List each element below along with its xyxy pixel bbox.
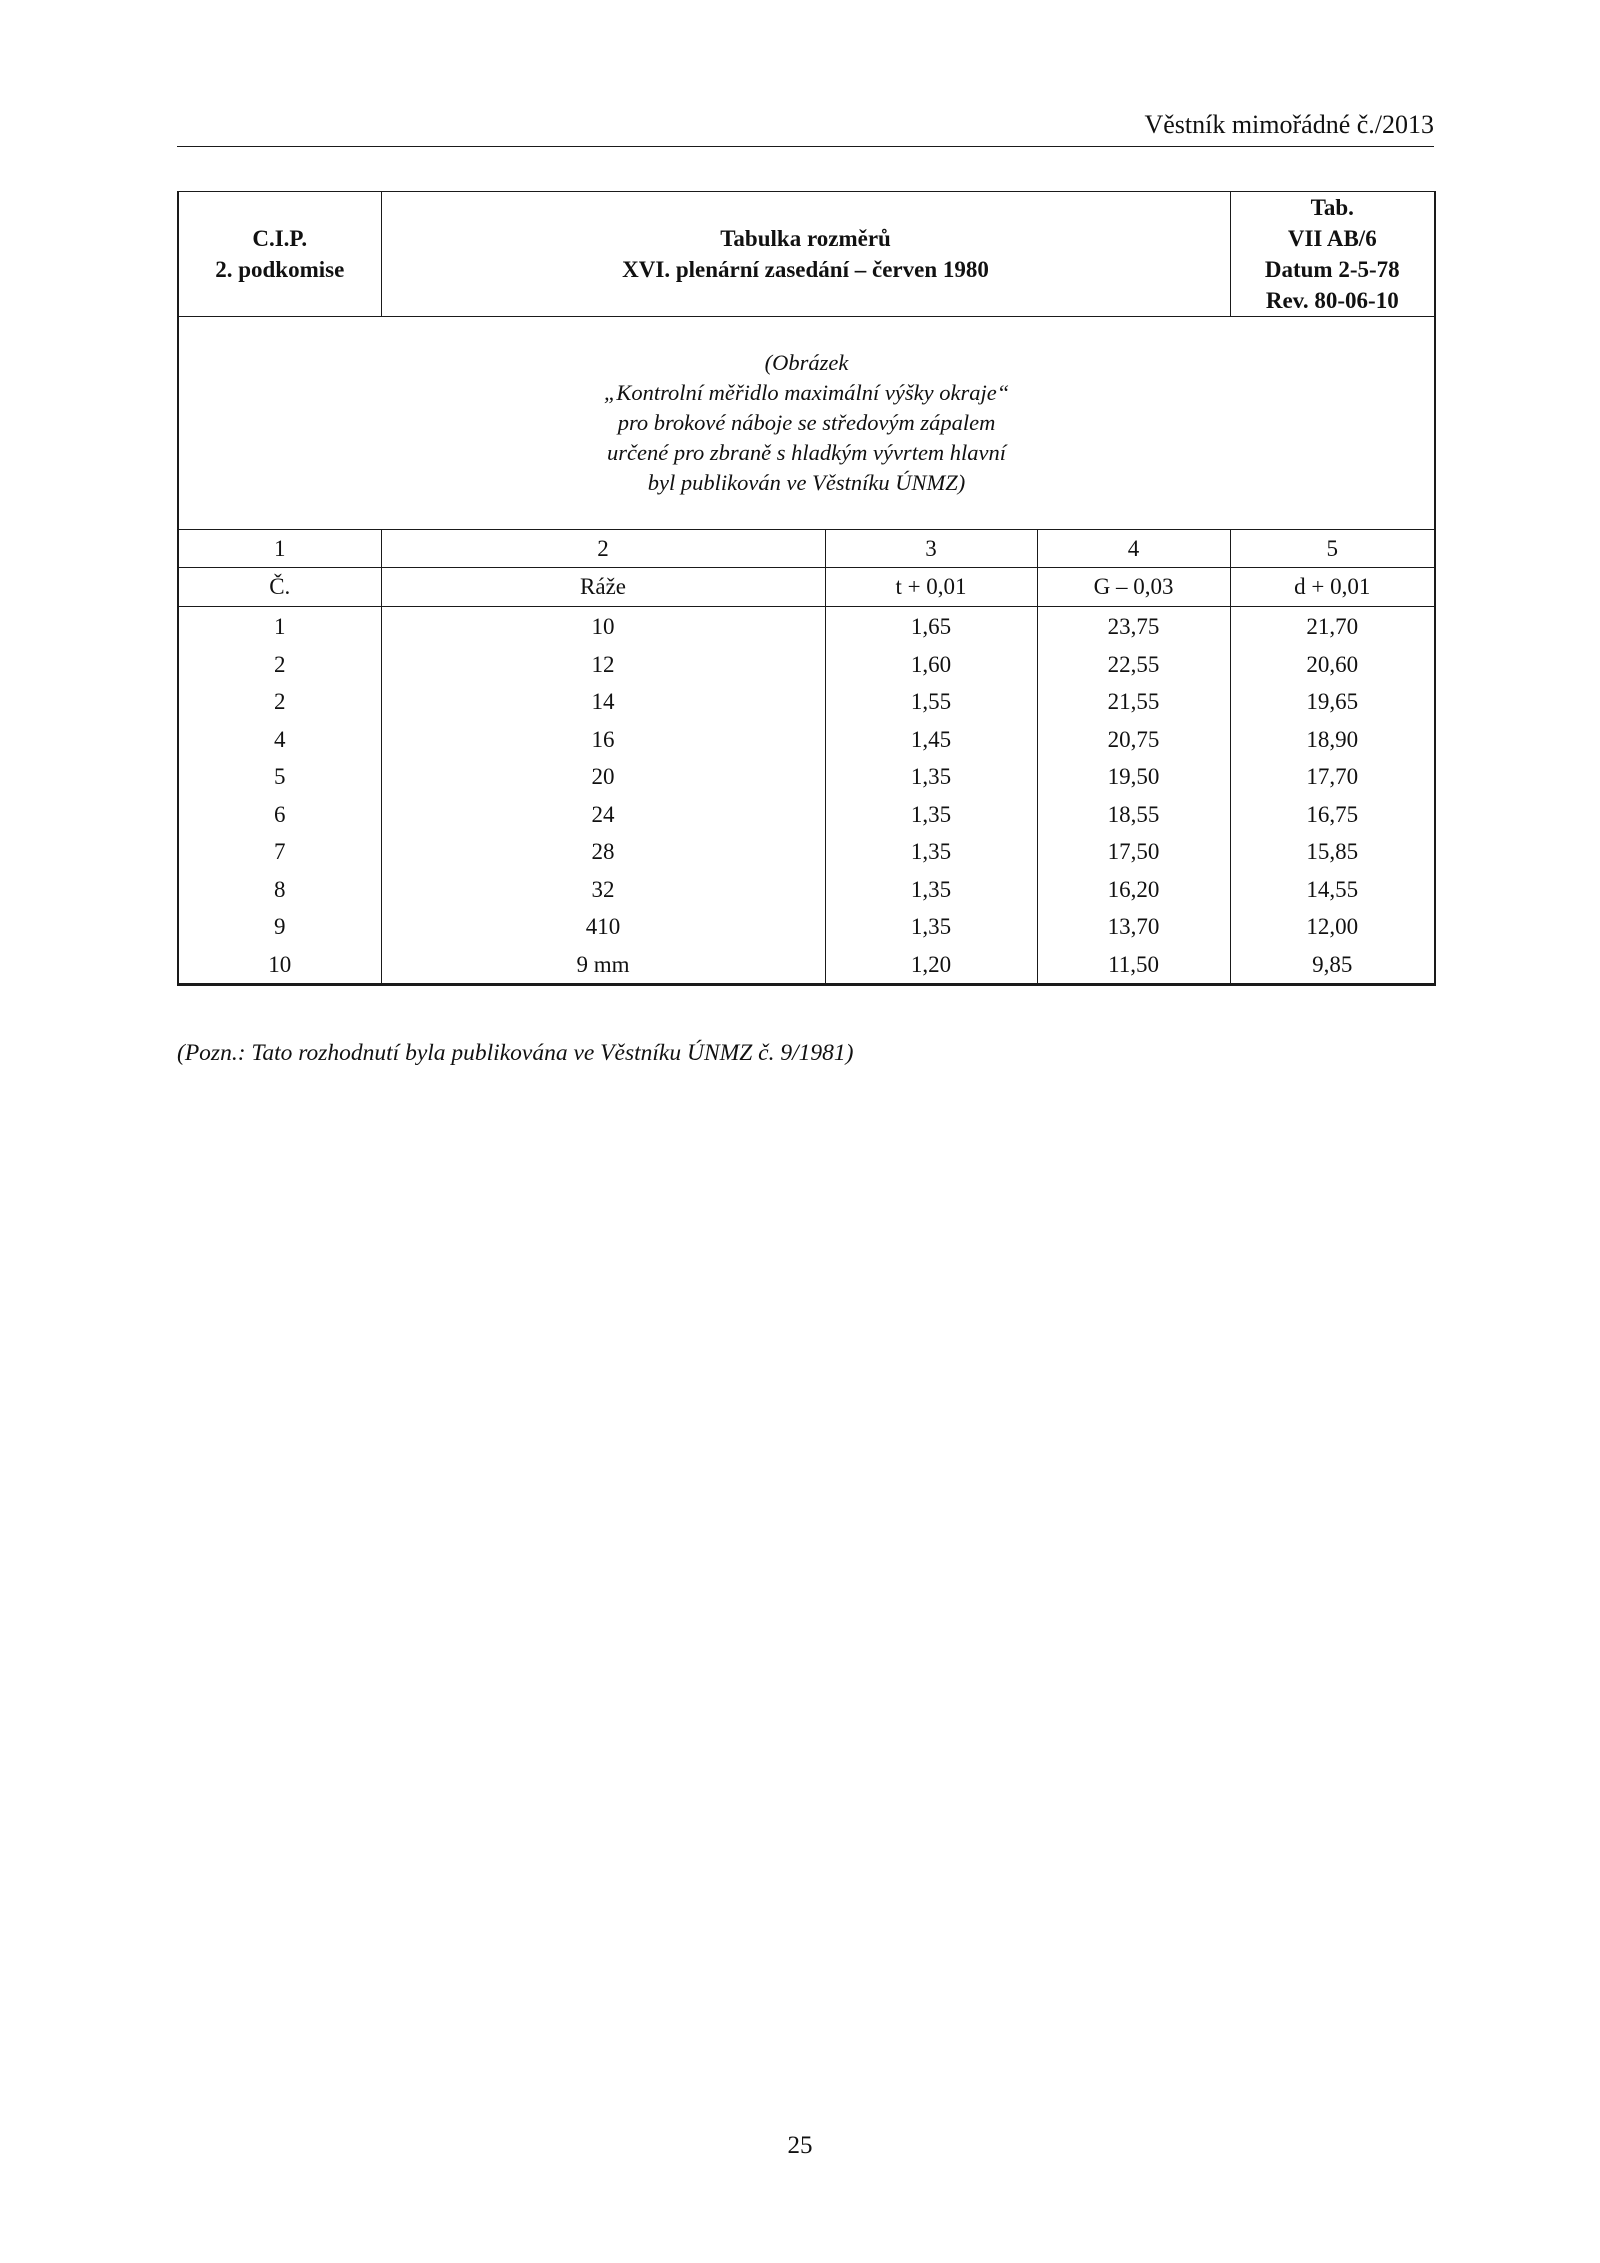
table-cell: 14,55: [1230, 871, 1435, 909]
table-row: [178, 946, 1435, 985]
table-cell: 17,70: [1230, 758, 1435, 796]
header-title-line: Tabulka rozměrů: [720, 226, 891, 251]
table-cell: 1,45: [825, 721, 1037, 759]
table-cell: 13,70: [1037, 908, 1230, 946]
table-cell: 2: [178, 683, 381, 721]
table-row: [178, 646, 1435, 684]
table-cell: 28: [381, 833, 825, 871]
table-row: [178, 758, 1435, 796]
table-cell: 7: [178, 833, 381, 871]
table-row: [178, 721, 1435, 759]
table-cell: 20: [381, 758, 825, 796]
table-cell: 16,20: [1037, 871, 1230, 909]
table-cell: 20,75: [1037, 721, 1230, 759]
table-cell: 21,55: [1037, 683, 1230, 721]
table-cell: 1,35: [825, 758, 1037, 796]
table-row: [178, 607, 1435, 646]
table-cell: 19,50: [1037, 758, 1230, 796]
table-cell: 1,35: [825, 871, 1037, 909]
table-cell: 18,55: [1037, 796, 1230, 834]
figure-note-line: „Kontrolní měřidlo maximální výšky okraje“: [603, 380, 1010, 405]
table-cell: 1,20: [825, 946, 1037, 985]
table-cell: 32: [381, 871, 825, 909]
table-cell: 2: [178, 646, 381, 684]
table-cell: 1,35: [825, 796, 1037, 834]
table-cell: 9 mm: [381, 946, 825, 985]
figure-note-line: byl publikován ve Věstníku ÚNMZ): [647, 470, 966, 495]
table-row: [178, 833, 1435, 871]
header-tab-line: Tab.: [1310, 195, 1354, 220]
table-cell: 4: [178, 721, 381, 759]
table-cell: 19,65: [1230, 683, 1435, 721]
table-cell: 22,55: [1037, 646, 1230, 684]
column-number: 5: [1230, 530, 1435, 568]
table-cell: 24: [381, 796, 825, 834]
table-cell: 11,50: [1037, 946, 1230, 985]
column-number: 3: [825, 530, 1037, 568]
table-cell: 1,35: [825, 833, 1037, 871]
table-cell: 15,85: [1230, 833, 1435, 871]
column-number-row: [178, 530, 1435, 568]
table-cell: 1: [178, 607, 381, 646]
figure-note-line: určené pro zbraně s hladkým vývrtem hlavní: [606, 440, 1007, 465]
table-cell: 1,35: [825, 908, 1037, 946]
table-cell: 9: [178, 908, 381, 946]
table-cell: 9,85: [1230, 946, 1435, 985]
table-row: [178, 796, 1435, 834]
table-cell: 20,60: [1230, 646, 1435, 684]
table-row: [178, 871, 1435, 909]
table-cell: 1,55: [825, 683, 1037, 721]
column-label: d + 0,01: [1230, 568, 1435, 607]
table-cell: 10: [178, 946, 381, 985]
table-cell: 5: [178, 758, 381, 796]
column-label: t + 0,01: [825, 568, 1037, 607]
figure-note-line: (Obrázek: [764, 350, 849, 375]
table-cell: 10: [381, 607, 825, 646]
column-label: G – 0,03: [1037, 568, 1230, 607]
header-date-line: Datum 2-5-78: [1264, 257, 1400, 282]
header-tab-number-line: VII AB/6: [1287, 226, 1377, 251]
table-cell: 14: [381, 683, 825, 721]
figure-note-cell: [178, 317, 1435, 530]
header-title-cell: [381, 192, 1230, 317]
table-cell: 1,60: [825, 646, 1037, 684]
table-cell: 18,90: [1230, 721, 1435, 759]
table-cell: 12: [381, 646, 825, 684]
dimension-table: [177, 191, 1436, 986]
figure-note-line: pro brokové náboje se středovým zápalem: [617, 410, 996, 435]
table-cell: 17,50: [1037, 833, 1230, 871]
table-cell: 21,70: [1230, 607, 1435, 646]
header-cip-line: C.I.P.: [252, 226, 308, 251]
running-header: Věstník mimořádné č./2013: [177, 108, 1434, 147]
table-cell: 1,65: [825, 607, 1037, 646]
table-cell: 6: [178, 796, 381, 834]
table-cell: 16: [381, 721, 825, 759]
header-subcommission-line: 2. podkomise: [215, 257, 345, 282]
table-cell: 23,75: [1037, 607, 1230, 646]
figure-note-row: [178, 317, 1435, 530]
table-cell: 8: [178, 871, 381, 909]
column-label: Ráže: [381, 568, 825, 607]
footnote: (Pozn.: Tato rozhodnutí byla publikována ve Věstníku ÚNMZ č. 9/1981): [177, 1040, 854, 1066]
table-row: [178, 908, 1435, 946]
table-header-row: [178, 192, 1435, 317]
header-tab-cell: [1230, 192, 1435, 317]
table-row: [178, 683, 1435, 721]
page-number: 25: [787, 2132, 813, 2159]
column-number: 1: [178, 530, 381, 568]
table-cell: 16,75: [1230, 796, 1435, 834]
column-label: Č.: [178, 568, 381, 607]
column-label-row: [178, 568, 1435, 607]
table-data-body: [178, 607, 1435, 985]
header-revision-line: Rev. 80-06-10: [1265, 288, 1399, 313]
header-session-line: XVI. plenární zasedání – červen 1980: [622, 257, 989, 282]
column-number: 2: [381, 530, 825, 568]
table-cell: 410: [381, 908, 825, 946]
table-cell: 12,00: [1230, 908, 1435, 946]
header-cip-cell: [178, 192, 381, 317]
column-number: 4: [1037, 530, 1230, 568]
